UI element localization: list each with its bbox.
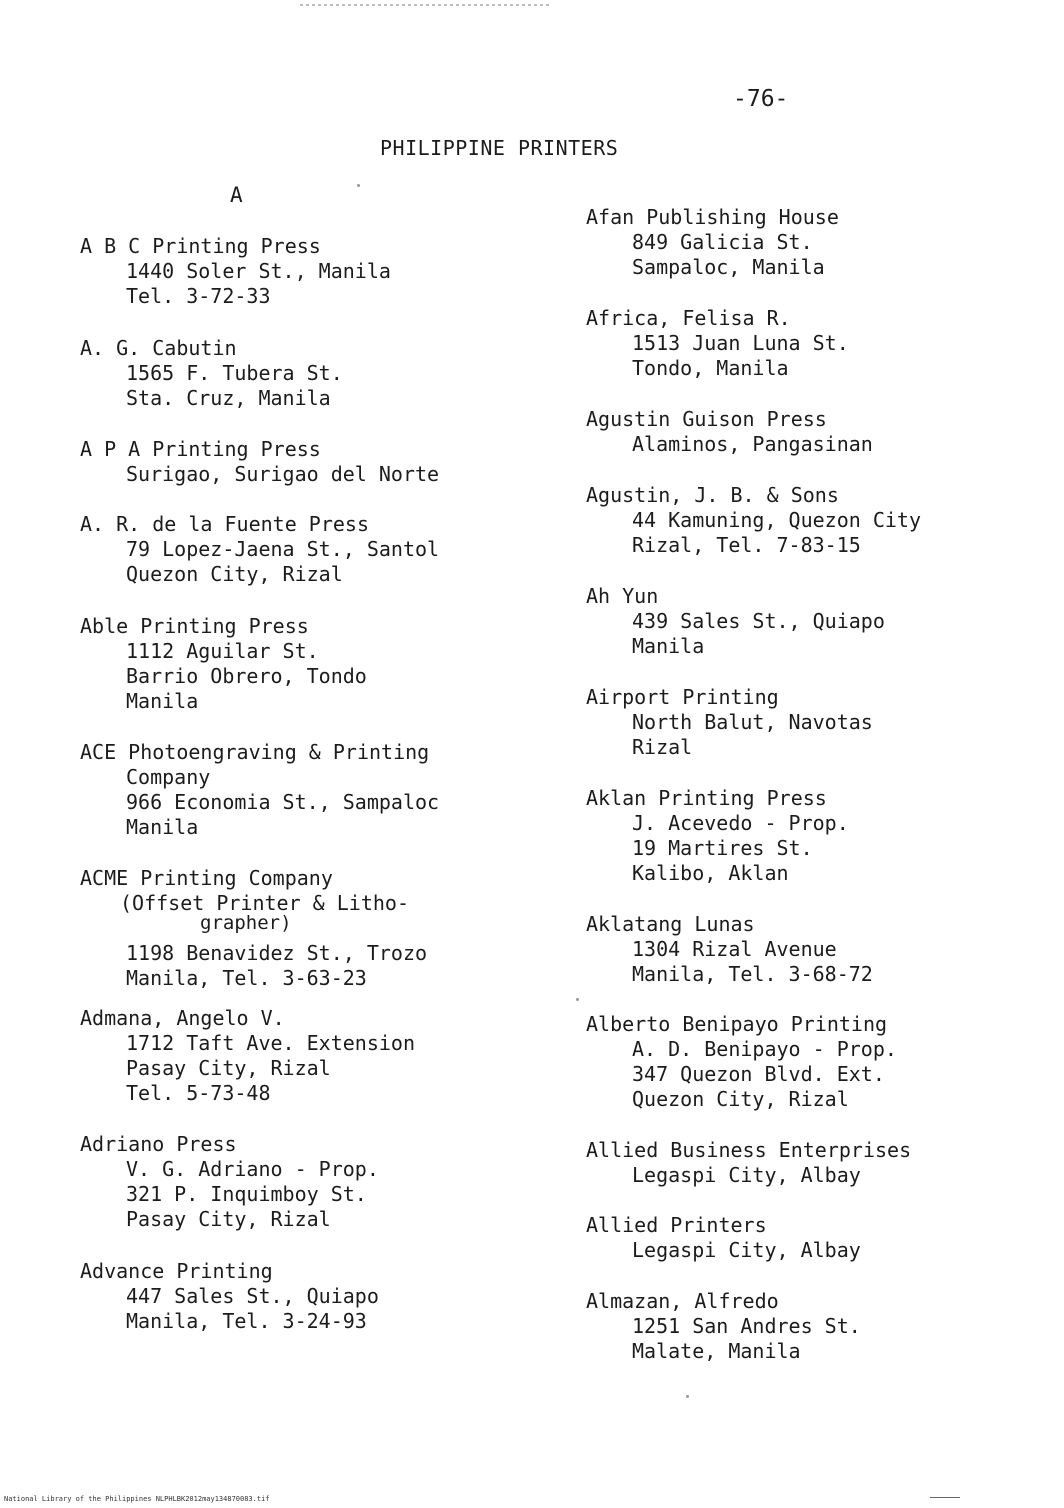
entry-name: A. R. de la Fuente Press: [80, 512, 369, 536]
directory-entry: [586, 1138, 911, 1188]
scan-footer: National Library of the Philippines NLPHLBK2012may134870083.tif: [4, 1495, 270, 1503]
directory-entry: [586, 483, 921, 558]
entry-line: 19 Martires St.: [632, 836, 813, 860]
entry-line: Tel. 3-72-33: [126, 284, 271, 308]
entry-line: Manila, Tel. 3-63-23: [126, 966, 367, 990]
entry-name: Admana, Angelo V.: [80, 1006, 285, 1030]
directory-entry: [80, 1006, 415, 1106]
entry-line: North Balut, Navotas: [632, 710, 873, 734]
entry-name: ACME Printing Company: [80, 866, 333, 890]
entry-line: 1304 Rizal Avenue: [632, 937, 837, 961]
directory-entry: [80, 512, 439, 587]
entry-line: 1251 San Andres St.: [632, 1314, 861, 1338]
page-title: PHILIPPINE PRINTERS: [380, 136, 619, 160]
entry-name: Adriano Press: [80, 1132, 237, 1156]
entry-line: Manila, Tel. 3-68-72: [632, 962, 873, 986]
entry-line: grapher): [200, 912, 292, 934]
entry-line: 1712 Taft Ave. Extension: [126, 1031, 415, 1055]
entry-name: Allied Printers: [586, 1213, 767, 1237]
entry-name: ACE Photoengraving & Printing: [80, 740, 430, 764]
entry-line: Manila: [632, 634, 705, 658]
entry-line: (Offset Printer & Litho-: [120, 891, 409, 915]
entry-line: Alaminos, Pangasinan: [632, 432, 873, 456]
directory-entry: [80, 1132, 379, 1232]
entry-line: 1565 F. Tubera St.: [126, 361, 343, 385]
entry-name: Ah Yun: [586, 584, 659, 608]
directory-entry: [586, 912, 873, 987]
entry-line: Pasay City, Rizal: [126, 1207, 331, 1231]
entry-line: 79 Lopez-Jaena St., Santol: [126, 537, 440, 561]
entry-line: 1198 Benavidez St., Trozo: [126, 941, 428, 965]
directory-entry: [80, 234, 391, 309]
entry-line: Sta. Cruz, Manila: [126, 386, 331, 410]
entry-line: Quezon City, Rizal: [632, 1087, 849, 1111]
directory-entry: [586, 786, 849, 886]
entry-name: Alberto Benipayo Printing: [586, 1012, 888, 1036]
entry-line: 447 Sales St., Quiapo: [126, 1284, 379, 1308]
scan-speck: [576, 998, 579, 1001]
entry-line: 347 Quezon Blvd. Ext.: [632, 1062, 885, 1086]
directory-entry: [80, 336, 343, 411]
entry-name: Aklan Printing Press: [586, 786, 827, 810]
entry-line: Surigao, Surigao del Norte: [126, 462, 440, 486]
entry-line: 321 P. Inquimboy St.: [126, 1182, 367, 1206]
entry-line: 849 Galicia St.: [632, 230, 813, 254]
entry-line: 1112 Aguilar St.: [126, 639, 319, 663]
scan-speck: [357, 184, 360, 187]
directory-entry: [80, 614, 367, 714]
entry-line: Legaspi City, Albay: [632, 1238, 861, 1262]
directory-entry: [586, 584, 885, 659]
entry-line: Kalibo, Aklan: [632, 861, 789, 885]
directory-entry: [586, 1012, 897, 1112]
entry-name: Afan Publishing House: [586, 205, 839, 229]
entry-line: Tel. 5-73-48: [126, 1081, 271, 1105]
directory-entry: [586, 306, 849, 381]
footer-rule: [930, 1497, 960, 1498]
entry-line: Quezon City, Rizal: [126, 562, 343, 586]
entry-line: Manila: [126, 815, 199, 839]
entry-line: 1513 Juan Luna St.: [632, 331, 849, 355]
entry-line: Rizal: [632, 735, 693, 759]
entry-line: Rizal, Tel. 7-83-15: [632, 533, 861, 557]
scan-speck: [686, 1395, 689, 1398]
entry-line: Company: [126, 765, 211, 789]
directory-entry: [586, 205, 839, 280]
entry-name: Airport Printing: [586, 685, 779, 709]
entry-line: V. G. Adriano - Prop.: [126, 1157, 379, 1181]
top-scan-rule: [300, 4, 550, 6]
entry-line: Manila, Tel. 3-24-93: [126, 1309, 367, 1333]
entry-name: Advance Printing: [80, 1259, 273, 1283]
entry-name: Allied Business Enterprises: [586, 1138, 912, 1162]
entry-line: Sampaloc, Manila: [632, 255, 825, 279]
entry-line: 44 Kamuning, Quezon City: [632, 508, 921, 532]
entry-name: Able Printing Press: [80, 614, 309, 638]
entry-name: A P A Printing Press: [80, 437, 321, 461]
directory-entry: [586, 1289, 861, 1364]
directory-entry: [80, 437, 439, 487]
entry-name: Agustin Guison Press: [586, 407, 827, 431]
directory-entry: [586, 407, 873, 457]
entry-line: Malate, Manila: [632, 1339, 801, 1363]
entry-line: Barrio Obrero, Tondo: [126, 664, 367, 688]
entry-line: Pasay City, Rizal: [126, 1056, 331, 1080]
entry-line: 1440 Soler St., Manila: [126, 259, 391, 283]
entry-line: Legaspi City, Albay: [632, 1163, 861, 1187]
entry-line: 439 Sales St., Quiapo: [632, 609, 885, 633]
entry-line: J. Acevedo - Prop.: [632, 811, 849, 835]
page-number: -76-: [733, 86, 789, 112]
entry-line: Manila: [126, 689, 199, 713]
entry-name: A. G. Cabutin: [80, 336, 237, 360]
directory-entry: [586, 1213, 861, 1263]
section-letter: A: [230, 183, 243, 207]
directory-entry: [80, 866, 427, 991]
directory-entry: [80, 1259, 379, 1334]
entry-name: Agustin, J. B. & Sons: [586, 483, 839, 507]
directory-entry: [80, 740, 439, 840]
entry-name: Africa, Felisa R.: [586, 306, 791, 330]
entry-name: A B C Printing Press: [80, 234, 321, 258]
entry-name: Almazan, Alfredo: [586, 1289, 779, 1313]
entry-line: Tondo, Manila: [632, 356, 789, 380]
directory-entry: [586, 685, 873, 760]
entry-line: A. D. Benipayo - Prop.: [632, 1037, 897, 1061]
entry-line: 966 Economia St., Sampaloc: [126, 790, 440, 814]
entry-name: Aklatang Lunas: [586, 912, 755, 936]
